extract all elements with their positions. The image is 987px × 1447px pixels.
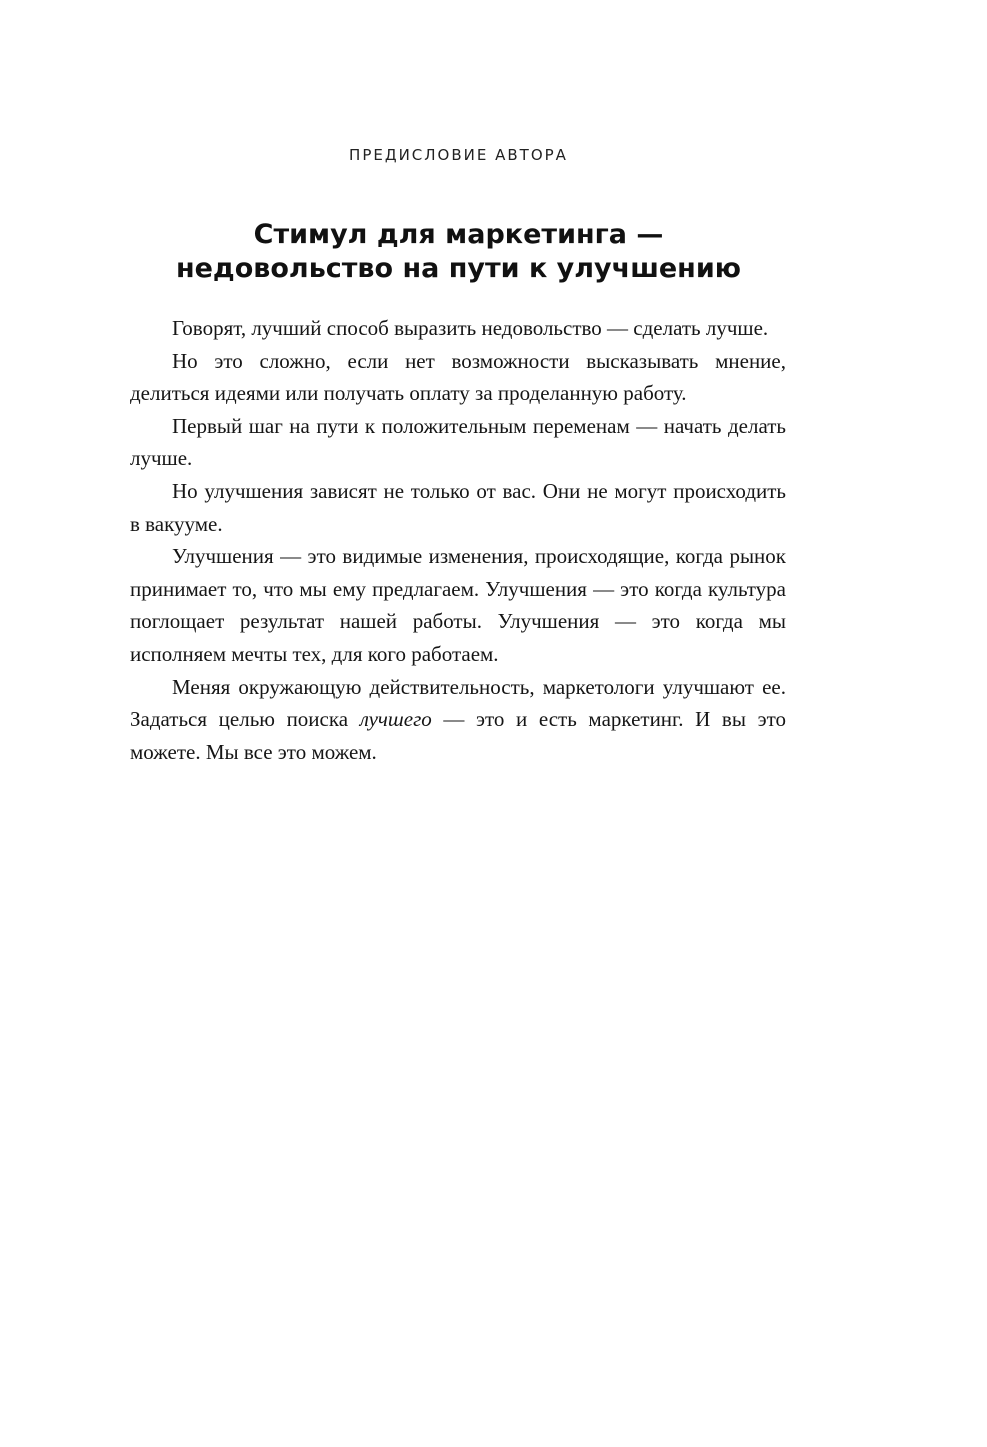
paragraph-6-end: — это и есть маркетинг. И вы это можете. Мы все это можем. [130,707,786,764]
paragraph-3: Первый шаг на пути к положительным переменам — начать делать лучше. [130,413,786,471]
emphasis-word: лучшего [359,707,432,732]
body-text [130,312,786,768]
paragraph-5: Улучшения — это видимые изменения, происходящие, когда рынок принимает то, что мы ему предлагаем. Улучшения — это когда культура поглощает результат нашей работы. Улучшения — это когда мы исполняем мечты тех, для кого работаем. [130,544,786,666]
chapter-title [0,218,917,286]
paragraph-4: Но улучшения зависят не только от вас. Они не могут происходить в вакууме. [130,478,786,536]
paragraph-6-start: Меняя окружающую действительность, маркетологи улучшают ее. Задаться целью поиска [130,674,786,732]
paragraph-6 [130,671,786,769]
chapter-title-line-2: недовольство на пути к улучшению [175,253,742,284]
chapter-title-line-1: Стимул для маркетинга — [253,219,664,250]
paragraph-1: Говорят, лучший способ выразить недовольство — сделать лучше. [172,316,769,340]
paragraph-2: Но это сложно, если нет возможности высказывать мнение, делиться идеями или получать оплату за проделанную работу. [130,348,786,406]
running-head: ПРЕДИСЛОВИЕ АВТОРА [349,146,568,164]
